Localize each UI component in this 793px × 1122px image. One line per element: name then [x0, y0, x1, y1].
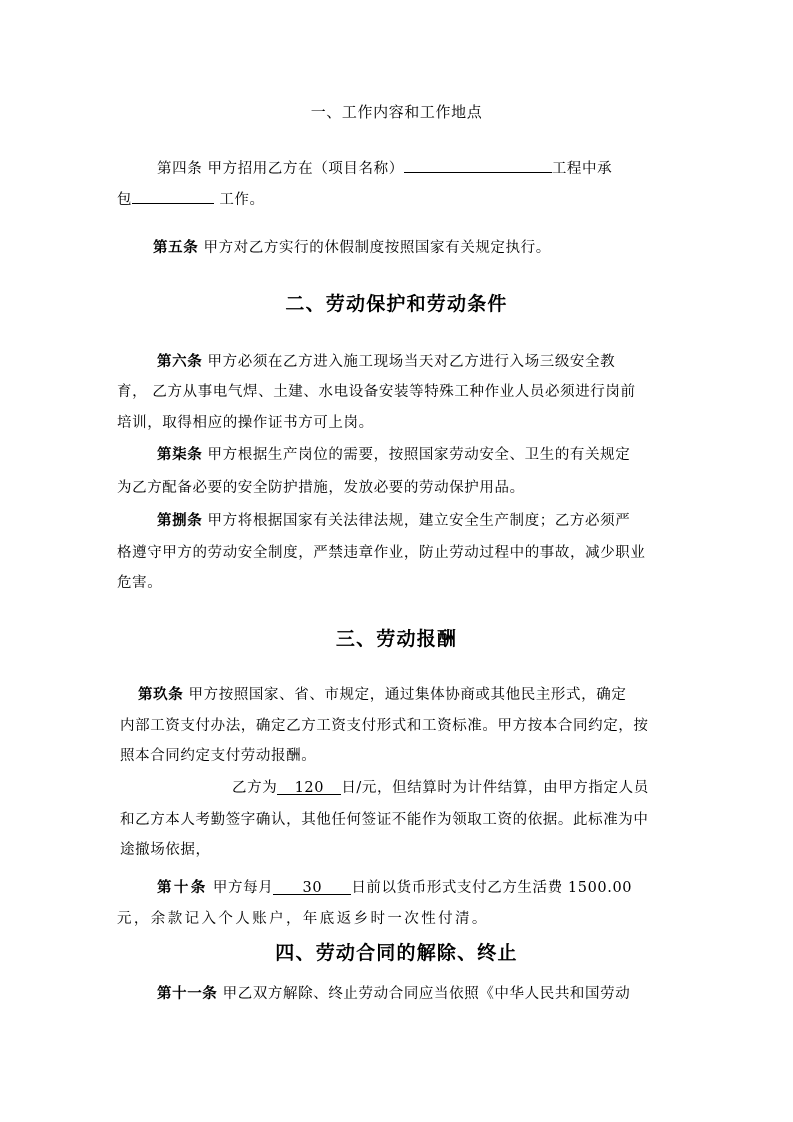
article-9-line-2: 内部工资支付办法，确定乙方工资支付形式和工资标准。甲方按本合同约定，按: [120, 718, 649, 734]
article-9-text-1: 甲方按照国家、省、市规定，通过集体协商或其他民主形式，确定: [188, 687, 627, 703]
article-10-text-a: 甲方每月: [212, 880, 274, 896]
article-4-text-b: 工程中承: [551, 161, 613, 177]
article-4-line-1: [157, 156, 717, 179]
article-10-line-2: 元，余款记入个人账户，年底返乡时一次性付清。: [117, 911, 489, 927]
article-5-label: 第五条: [153, 240, 199, 256]
article-6-line-1: [157, 352, 717, 372]
pay-text-b: 日/元，但结算时为计件结算，由甲方指定人员: [341, 780, 649, 796]
article-7-label: 第柒条: [157, 447, 203, 463]
pay-line-1: [232, 778, 792, 798]
project-name-blank[interactable]: [404, 156, 552, 173]
article-10-line-1: [157, 878, 717, 898]
article-9-line-3: 照本合同约定支付劳动报酬。: [120, 748, 317, 764]
article-9-line-1: [138, 685, 698, 705]
article-5: [153, 238, 713, 258]
article-4-text-a: 第四条 甲方招用乙方在（项目名称）: [157, 161, 404, 177]
pay-text-a: 乙方为: [232, 780, 278, 796]
article-8-line-2: 格遵守甲方的劳动安全制度，严禁违章作业，防止劳动过程中的事故，减少职业: [117, 545, 646, 561]
article-8-line-1: [157, 511, 717, 531]
section2-title: 二、劳动保护和劳动条件: [285, 293, 508, 315]
section3-title: 三、劳动报酬: [335, 628, 458, 650]
article-10-text-b: 日前以货币形式支付乙方生活费 1500.00: [351, 880, 633, 896]
article-11-line-1: [157, 984, 717, 1004]
article-11-label: 第十一条: [157, 986, 218, 1002]
section4-title: 四、劳动合同的解除、终止: [275, 942, 518, 964]
article-5-text: 甲方对乙方实行的休假制度按照国家有关规定执行。: [203, 240, 551, 256]
section1-title: 一、工作内容和工作地点: [310, 103, 483, 121]
article-8-line-3: 危害。: [117, 575, 163, 591]
article-4-text-c: 包: [117, 192, 133, 208]
article-8-text-1: 甲方将根据国家有关法律法规，建立安全生产制度；乙方必须严: [207, 513, 631, 529]
article-10-label: 第十条: [157, 880, 208, 896]
article-6-text-1: 甲方必须在乙方进入施工现场当天对乙方进行入场三级安全教: [207, 354, 616, 370]
contract-work-blank[interactable]: [132, 187, 214, 204]
article-7-line-2: 为乙方配备必要的安全防护措施，发放必要的劳动保护用品。: [117, 480, 525, 496]
article-11-text-1: 甲乙双方解除、终止劳动合同应当依照《中华人民共和国劳动: [222, 986, 631, 1002]
article-7-text-1: 甲方根据生产岗位的需要，按照国家劳动安全、卫生的有关规定: [207, 447, 631, 463]
article-6-line-2: 育， 乙方从事电气焊、土建、水电设备安装等特殊工种作业人员必须进行岗前: [117, 384, 636, 400]
article-6-line-3: 培训，取得相应的操作证书方可上岗。: [117, 415, 374, 431]
article-8-label: 第捌条: [157, 513, 203, 529]
article-4-line-2: [117, 187, 677, 210]
article-4-text-d: 工作。: [219, 192, 265, 208]
article-7-line-1: [157, 445, 717, 465]
pay-line-2: 和乙方本人考勤签字确认，其他任何签证不能作为领取工资的依据。此标准为中: [120, 812, 649, 828]
article-6-label: 第六条: [157, 354, 203, 370]
pay-line-3: 途撤场依据，: [120, 842, 211, 858]
article-9-label: 第玖条: [138, 687, 184, 703]
pay-day-field[interactable]: 30: [273, 878, 351, 895]
daily-wage-field[interactable]: 120: [277, 778, 341, 795]
